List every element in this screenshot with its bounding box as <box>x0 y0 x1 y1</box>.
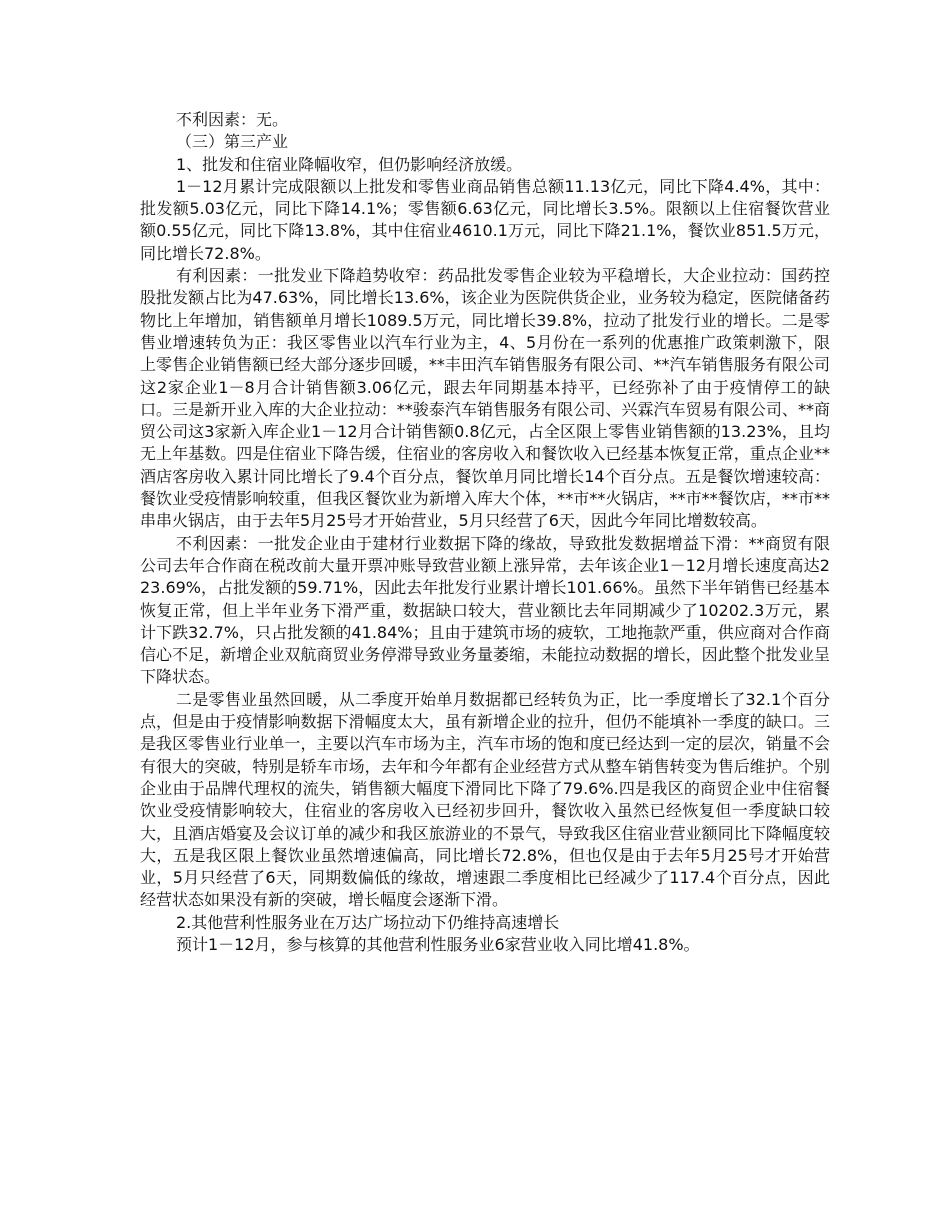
paragraph-favorable-factors: 有利因素：一批发业下降趋势收窄：药品批发零售企业较为平稳增长，大企业拉动：国药控股批发额占比为47.63%，同比增长13.6%，该企业为医院供货企业，业务较为稳定，医院储备药物比上年增加，销售额单月增长1089.5万元，同比增长39.8%，拉动了批发行业的增长。二是零售业增速转负为正：我区零售业以汽车行业为主，4、5月份在一系列的优惠推广政策刺激下，限上零售企业销售额已经大部分逐步回暖，**丰田汽车销售服务有限公司、**汽车销售服务有限公司这2家企业1－8月合计销售额3.06亿元，跟去年同期基本持平，已经弥补了由于疫情停工的缺口。三是新开业入库的大企业拉动：**骏泰汽车销售服务有限公司、兴霖汽车贸易有限公司、**商贸公司这3家新入库企业1－12月合计销售额0.8亿元，占全区限上零售业销售额的13.23%，且均无上年基数。四是住宿业下降告缓，住宿业的客房收入和餐饮收入已经基本恢复正常，重点企业**酒店客房收入累计同比增长了9.4个百分点，餐饮单月同比增长14个百分点。五是餐饮增速较高：餐饮业受疫情影响较重，但我区餐饮业为新增入库大个体，**市**火锅店，**市**餐饮店，**市**串串火锅店，由于去年5月25号才开始营业，5月只经营了6天，因此今年同比增数较高。 <box>140 266 830 531</box>
paragraph-unfavorable-none: 不利因素：无。 <box>176 110 289 129</box>
paragraph-other-services-forecast: 预计1－12月，参与核算的其他营利性服务业6家营业收入同比增41.8%。 <box>176 934 700 954</box>
document-page <box>140 109 830 956</box>
section-heading-tertiary-industry: （三）第三产业 <box>176 132 289 152</box>
paragraph-unfavorable-factors: 不利因素：一批发企业由于建材行业数据下降的缘故，导致批发数据增益下滑：**商贸有限公司去年合作商在税改前大量开票冲账导致营业额上涨异常，去年该企业1－12月增长速度高达223.69%，占批发额的59.71%，因此去年批发行业累计增长101.66%。虽然下半年销售已经基本恢复正常，但上半年业务下滑严重，数据缺口较大，营业额比去年同期减少了10202.3万元，累计下跌32.7%，只占批发额的41.84%；且由于建筑市场的疲软，工地拖款严重，供应商对合作商信心不足，新增企业双航商贸业务停滞导致业务量萎缩，未能拉动数据的增长，因此整个批发业呈下降状态。 <box>140 533 830 687</box>
subheading-wholesale-accommodation: 1、批发和住宿业降幅收窄，但仍影响经济放缓。 <box>176 154 523 174</box>
subheading-other-services: 2.其他营利性服务业在万达广场拉动下仍维持高速增长 <box>176 912 560 932</box>
paragraph-retail-analysis: 二是零售业虽然回暖，从二季度开始单月数据都已经转负为正，比一季度增长了32.1个百分点，但是由于疫情影响数据下滑幅度太大，虽有新增企业的拉升，但仍不能填补一季度的缺口。三是我区零售业行业单一，主要以汽车市场为主，汽车市场的饱和度已经达到一定的层次，销量不会有很大的突破，特别是轿车市场，去年和今年都有企业经营方式从整车销售转变为售后维护。个别企业由于品牌代理权的流失，销售额大幅度下滑同比下降了79.6%.四是我区的商贸企业中住宿餐饮业受疫情影响较大，住宿业的客房收入已经初步回升，餐饮收入虽然已经恢复但一季度缺口较大，且酒店婚宴及会议订单的减少和我区旅游业的不景气，导致我区住宿业营业额同比下降幅度较大，五是我区限上餐饮业虽然增速偏高，同比增长72.8%，但也仅是由于去年5月25号才开始营业，5月只经营了6天，同期数偏低的缘故，增速跟二季度相比已经减少了117.4个百分点，因此经营状态如果没有新的突破，增长幅度会逐渐下滑。 <box>140 689 830 910</box>
paragraph-sales-summary: 1－12月累计完成限额以上批发和零售业商品销售总额11.13亿元，同比下降4.4%，其中：批发额5.03亿元，同比下降14.1%；零售额6.63亿元，同比增长3.5%。限额以上住宿餐饮营业额0.55亿元，同比下降13.8%，其中住宿业4610.1万元，同比下降21.1%，餐饮业851.5万元，同比增长72.8%。 <box>140 176 830 263</box>
